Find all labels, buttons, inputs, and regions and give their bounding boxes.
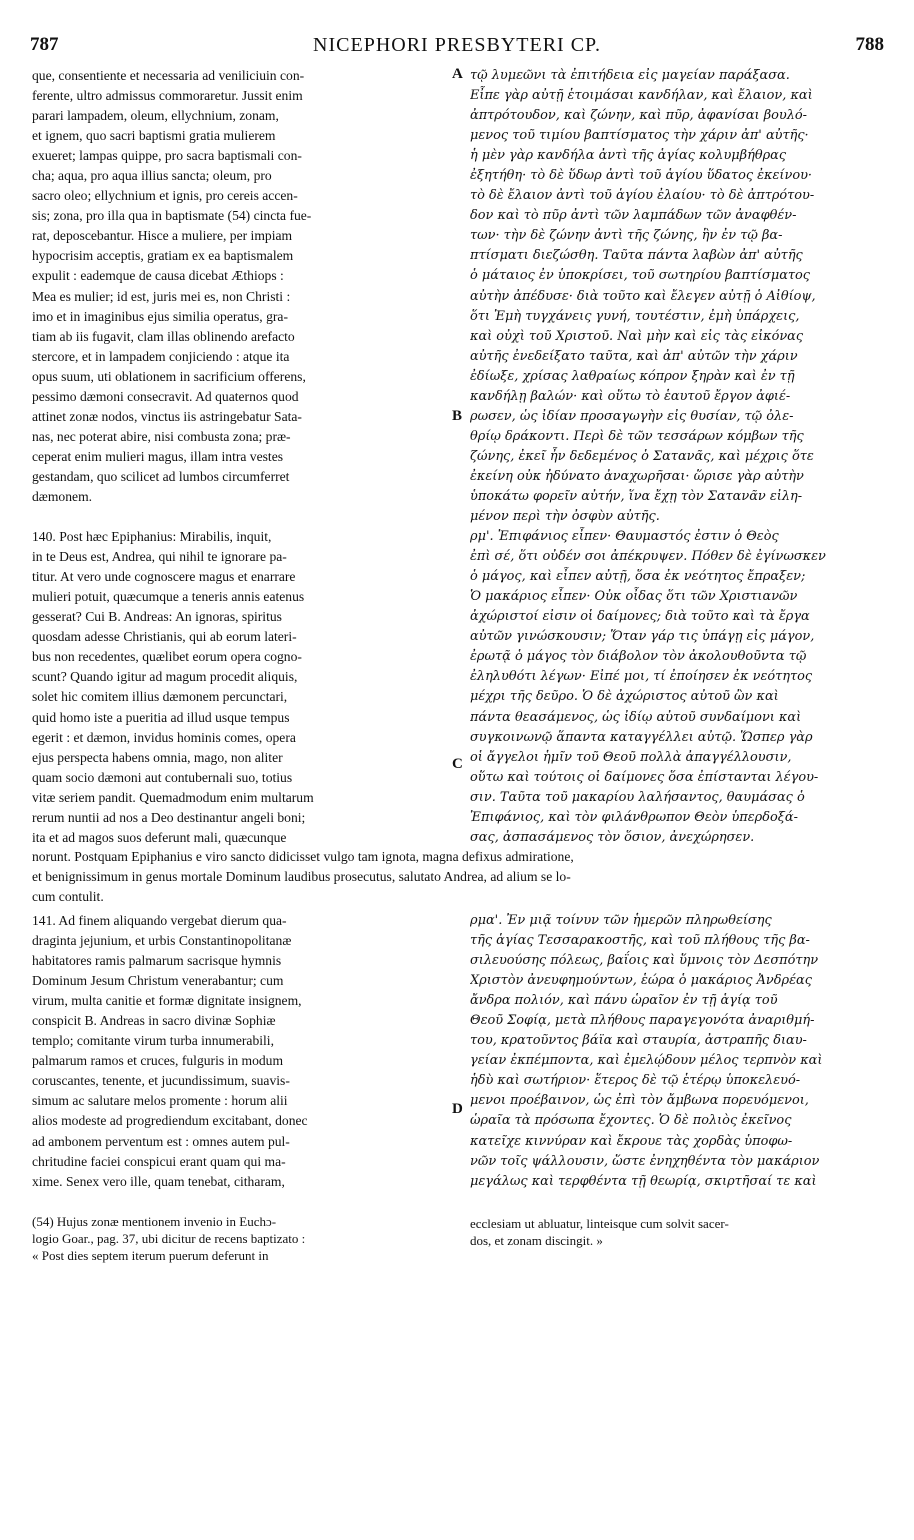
latin-text-line: norunt. Postquam Epiphanius e viro sancto didicisset vulgo tam ignota, magna defixus admiratione, — [32, 849, 574, 864]
latin-text-line: mulieri potuit, quæcumque a teneris annis eatenus — [32, 589, 305, 605]
greek-text-line: των· τὴν δὲ ζώνην ἀντὶ τῆς ζώνης, ἣν ἐν τῷ βα- — [470, 228, 783, 244]
greek-text-line: αὐτὴν ἀπέδυσε· διὰ τοῦτο καὶ ἔλεγεν αὐτῇ ὁ Αἰθίοψ, — [470, 288, 816, 304]
greek-text-line: ἡ μὲν γὰρ κανδήλα ἀντὶ τῆς ἁγίας κολυμβήθρας — [470, 148, 787, 164]
greek-text-line: κατεῖχε κιννύραν καὶ ἔκρουε τὰς χορδὰς ὑποφω- — [470, 1133, 793, 1149]
latin-text-line: cha; aqua, pro aqua illius sancta; oleum, pro — [32, 168, 272, 184]
greek-text-line: ἄνδρα πολιόν, καὶ πάνυ ὡραῖον ἐν τῇ ἁγίᾳ τοῦ — [470, 993, 778, 1009]
latin-text-line: ferente, ultro admissus commoraretur. Jussit enim — [32, 88, 303, 104]
latin-text-line: gestandam, quo scilicet ad lumbos circumferret — [32, 468, 290, 484]
greek-text-line: μέχρι τῆς δεῦρο. Ὁ δὲ ἀχώριστος αὐτοῦ ὢν καὶ — [470, 689, 779, 705]
footnote-line: (54) Hujus zonæ mentionem invenio in Euchɔ- — [32, 1214, 277, 1229]
latin-text-line: Dominum Jesum Christum venerabantur; cum — [32, 973, 284, 989]
greek-text-line: γείαν ἐκπέμποντα, καὶ ἐμελῴδουν μέλος τερπνὸν καὶ — [470, 1053, 823, 1069]
greek-text-line: σιλευούσης πόλεως, βαΐοις καὶ ὕμνοις τὸν Δεσπότην — [470, 953, 819, 969]
latin-text-line: coruscantes, tenente, et jucundissimum, suavis- — [32, 1073, 290, 1089]
footnote-right — [470, 1215, 882, 1249]
latin-text-line: templo; comitante virum turba innumerabili, — [32, 1033, 274, 1049]
greek-text-line: οὕτω καὶ τούτοις οἱ δαίμονες ὅσα ἐπίστανται λέγου- — [470, 769, 819, 785]
latin-text-line: tiam ab iis fugavit, clam illas oblinendo arefacto — [32, 328, 295, 344]
latin-text-line: habitatores ramis palmarum sacrisque hymnis — [32, 953, 282, 969]
greek-text-line: μενοι προέβαινον, ὡς ἐπὶ τὸν ἄμβωνα πορευόμενοι, — [470, 1093, 809, 1109]
footnote-left — [32, 1213, 450, 1264]
greek-text-line: Ὁ μακάριος εἶπεν· Οὐκ οἶδας ὅτι τῶν Χριστιανῶν — [470, 589, 798, 605]
latin-text-line: que, consentiente et necessaria ad veniliciuin con- — [32, 68, 305, 83]
greek-text-line: ἐξητήθη· τὸ δὲ ὕδωρ ἀντὶ τοῦ ἁγίου ὕδατος ἐκείνου· — [470, 168, 813, 184]
greek-text-line: ἐπὶ σέ, ὅτι οὐδέν σοι ἀπέκρυψεν. Πόθεν δὲ ἐγίνωσκεν — [470, 549, 826, 565]
latin-text-line: quosdam adesse Christianis, qui ab eorum lateri- — [32, 629, 297, 645]
greek-text-line: μένον περὶ τὴν ὀσφὺν αὐτῆς. — [470, 509, 660, 525]
greek-text-line: ἐκείνη οὐκ ἠδύνατο ἀναχωρῆσαι· ὥρισε γὰρ αὐτὴν — [470, 468, 804, 484]
latin-text-line: hypocrisim acceptis, gratiam ex ea baptismalem — [32, 248, 294, 264]
latin-text-line: quid homo iste a pueritia ad illud usque tempus — [32, 709, 290, 725]
latin-text-line: expulit : eademque de causa dicebat Æthiops : — [32, 268, 284, 284]
greek-text-line: ἀχώριστοί εἰσιν οἱ δαίμονες; διὰ τοῦτο καὶ τὰ ἔργα — [470, 609, 810, 625]
greek-text-line: κανδήλῃ βαλών· καὶ οὕτω τὸ ἑαυτοῦ ἔργον ἀφιέ- — [470, 388, 791, 404]
latin-column-bottom — [32, 911, 450, 1192]
greek-text-line: τῷ λυμεῶνι τὰ ἐπιτήδεια εἰς μαγείαν παράξασα. — [470, 68, 790, 83]
greek-text-line: μενος τοῦ τιμίου βαπτίσματος τὴν χάριν ἀπ' αὐτῆς· — [470, 128, 809, 144]
greek-text-line: ἐληλυθότι λέγων· Εἰπέ μοι, τί ἐποίησεν ἐκ νεότητος — [470, 669, 813, 685]
latin-text-line: stercore, et in lampadem conjiciendo : atque ita — [32, 348, 290, 364]
greek-text-line: αὐτῶν γινώσκουσιν; Ὅταν γάρ τις ὑπάγῃ εἰς μάγον, — [470, 629, 815, 645]
section-marker-d: D — [452, 1101, 463, 1117]
greek-text-line: ὁ μάγος, καὶ εἶπεν αὐτῇ, ὅσα ἐκ νεότητος ἔπραξεν; — [470, 569, 806, 585]
greek-text-line: πάντα θεασάμενος, ὡς ἰδίῳ αὐτοῦ συνδαίμονι καὶ — [470, 709, 802, 725]
latin-text-line: solet hic comitem illius dæmonem percunctari, — [32, 689, 288, 705]
latin-text-line: 141. Ad finem aliquando vergebat dierum qua- — [32, 913, 287, 928]
latin-text-line: parari lampadem, oleum, ellychnium, zonam, — [32, 108, 279, 124]
latin-text-line: Mea es mulier; id est, juris mei es, non Christi : — [32, 288, 291, 304]
greek-text-line: συγκοινωνῷ ἅπαντα καταγγέλλει αὐτῷ. Ὥσπερ γὰρ — [470, 729, 813, 745]
page-number-left: 787 — [30, 34, 59, 55]
latin-text-line: in te Deus est, Andrea, qui nihil te ignorare pa- — [32, 549, 287, 565]
greek-text-line: ἡδὺ καὶ σωτήριον· ἕτερος δὲ τῷ ἑτέρῳ ὑποκελευό- — [470, 1073, 801, 1089]
latin-text-line: pessimo dæmoni consecravit. Ad quaternos quod — [32, 388, 299, 404]
latin-text-line: bus non recedentes, quælibet eorum opera cogno- — [32, 649, 302, 665]
latin-text-line: 140. Post hæc Epiphanius: Mirabilis, inquit, — [32, 529, 272, 545]
latin-text-line: conspicit B. Andreas in sacro divinæ Sophiæ — [32, 1013, 276, 1029]
section-marker-b: B — [452, 408, 463, 424]
greek-text-line: καὶ οὐχὶ τοῦ Χριστοῦ. Ναὶ μὴν καὶ εἰς τὰς εἰκόνας — [470, 328, 804, 344]
latin-text-line: alios modeste ad progrediendum excitabant, donec — [32, 1113, 308, 1129]
page-number-right: 788 — [855, 34, 884, 55]
latin-text-line: sis; zona, pro illa qua in baptismate (54) cincta fue- — [32, 208, 312, 224]
greek-text-line: τὸ δὲ ἔλαιον ἀντὶ τοῦ ἁγίου ἐλαίου· τὸ δὲ ἀπτρότου- — [470, 188, 815, 204]
latin-text-line: dæmonem. — [32, 488, 93, 504]
running-title: NICEPHORI PRESBYTERI CP. — [313, 34, 601, 56]
greek-text-line: τῆς ἁγίας Τεσσαρακοστῆς, καὶ τοῦ πλήθους τῆς βα- — [470, 933, 810, 949]
greek-text-line: ρμα'. Ἐν μιᾷ τοίνυν τῶν ἡμερῶν πληρωθείσης — [470, 913, 772, 928]
latin-text-line: et ignem, quo sacri baptismi gratia mulierem — [32, 128, 276, 144]
latin-text-line: cum contulit. — [32, 889, 104, 905]
greek-text-line: Χριστὸν ἀνευφημούντων, ἑώρα ὁ μακάριος Ἀνδρέας — [470, 973, 812, 989]
greek-text-line: του, κρατοῦντος βάϊα καὶ σταυρία, ἀστραπῆς διαυ- — [470, 1033, 807, 1049]
latin-text-line: attinet zonæ nodos, vinctus iis astringebatur Sata- — [32, 408, 302, 424]
latin-text-line: virum, multa canitie et formæ dignitate insignem, — [32, 993, 302, 1009]
latin-text-line: imo et in imaginibus ejus similia operatus, gra- — [32, 308, 288, 324]
footnote-line: « Post dies septem iterum puerum deferunt in — [32, 1248, 269, 1263]
greek-text-line: ρωσεν, ὡς ἰδίαν προσαγωγὴν εἰς θυσίαν, τῷ ὀλε- — [470, 408, 794, 424]
greek-text-line: ἐρωτᾷ ὁ μάγος τὸν διάβολον τὸν ἀκολουθοῦντα τῷ — [470, 649, 807, 665]
footnote-line: dos, et zonam discingit. » — [470, 1233, 603, 1248]
greek-text-line: μεγάλως καὶ τερφθέντα τῇ θεωρίᾳ, σκιρτῆσαί τε καὶ — [470, 1173, 817, 1189]
latin-text-line: opus suum, uti oblationem in sacrificium offerens, — [32, 368, 306, 384]
greek-text-line: ἐδίωξε, χρίσας λαθραίως κόπρον ξηρὰν καὶ ἐν τῇ — [470, 368, 795, 384]
latin-fullwidth-paragraph — [32, 847, 880, 907]
latin-text-line: draginta jejunium, et urbis Constantinopolitanæ — [32, 933, 292, 949]
latin-text-line: et benignissimum in genus mortale Dominum laudibus prosecutus, salutato Andrea, ad alium se lo- — [32, 869, 571, 885]
latin-text-line: quam socio dæmoni aut contubernali suo, totius — [32, 769, 293, 785]
latin-text-line: chritudine faciei conspicui erant quam qui ma- — [32, 1153, 286, 1169]
latin-text-line: egerit : et dæmon, invidus hominis comes, opera — [32, 729, 296, 745]
greek-text-line: ὅτι Ἐμὴ τυγχάνεις γυνή, τουτέστιν, ἐμὴ ὑπάρχεις, — [470, 308, 800, 324]
latin-text-line: ceperat enim mulieri magus, illam intra vestes — [32, 448, 284, 464]
greek-text-line: ὑποκάτω φορεῖν αὐτήν, ἵνα ἔχῃ τὸν Σατανᾶν εἰλη- — [470, 488, 803, 504]
latin-text-line: xime. Senex vero ille, quam tenebat, citharam, — [32, 1173, 285, 1189]
greek-text-line: Θεοῦ Σοφίᾳ, μετὰ πλήθους παραγεγονότα ἀναριθμή- — [470, 1013, 815, 1029]
section-marker-a: A — [452, 66, 463, 82]
greek-text-line: σας, ἀσπασάμενος τὸν ὅσιον, ἀνεχώρησεν. — [470, 829, 755, 845]
greek-text-line: δον καὶ τὸ πῦρ ἀντὶ τῶν λαμπάδων τῶν ἀναφθέν- — [470, 208, 797, 224]
greek-text-line: οἱ ἄγγελοι ἡμῖν τοῦ Θεοῦ πολλὰ ἀπαγγέλλουσιν, — [470, 749, 792, 765]
greek-text-line: αὐτῆς ἐνεδείξατο ταῦτα, καὶ ἀπ' αὐτῶν τὴν χάριν — [470, 348, 798, 364]
latin-text-line: vitæ seriem pandit. Quemadmodum enim multarum — [32, 789, 314, 805]
greek-text-line: σιν. Ταῦτα τοῦ μακαρίου λαλήσαντος, θαυμάσας ὁ — [470, 789, 805, 805]
latin-text-line: ejus perspecta habens omnia, mago, non aliter — [32, 749, 283, 765]
greek-text-line: ὁ μάταιος ἐν ὑποκρίσει, τοῦ σωτηρίου βαπτίσματος — [470, 268, 811, 284]
latin-text-line: scunt? Quando igitur ad magum procedit aliquis, — [32, 669, 298, 685]
greek-column-top — [470, 66, 882, 848]
greek-text-line: ρμ'. Ἐπιφάνιος εἶπεν· Θαυμαστός ἐστιν ὁ Θεὸς — [470, 529, 779, 545]
latin-text-line — [32, 507, 450, 527]
latin-text-line: nas, nec poterat abire, nisi combusta zona; præ- — [32, 428, 291, 444]
latin-text-line: palmarum ramos et cruces, fulguris in modum — [32, 1053, 284, 1069]
greek-text-line: ὡραῖα τὰ πρόσωπα ἔχοντες. Ὁ δὲ πολιὸς ἐκεῖνος — [470, 1113, 792, 1129]
latin-text-line: ad ambonem perventum est : omnes autem pul- — [32, 1133, 290, 1149]
greek-text-line: Ἐπιφάνιος, καὶ τὸν φιλάνθρωπον Θεὸν ὑπερδοξά- — [470, 809, 798, 825]
latin-text-line: rat, deposcebantur. Hisce a muliere, per impiam — [32, 228, 293, 244]
section-marker-c: C — [452, 756, 463, 772]
greek-text-line: ἀπτρότουδον, καὶ ζώνην, καὶ πῦρ, ἀφανίσαι βουλό- — [470, 108, 808, 124]
latin-text-line: ita et ad magos suos deferunt mali, quæcunque — [32, 829, 287, 845]
latin-text-line: rerum nuntii ad nos a Deo destinantur angeli boni; — [32, 809, 306, 825]
footnote-line: logio Goar., pag. 37, ubi dicitur de recens baptizato : — [32, 1231, 306, 1246]
latin-text-line: exueret; lampas quippe, pro sacra baptismali con- — [32, 148, 302, 164]
greek-text-line: θρίῳ δράκοντι. Περὶ δὲ τῶν τεσσάρων κόμβων τῆς — [470, 428, 804, 444]
page-header — [30, 34, 884, 60]
greek-text-line: ζώνης, ἐκεῖ ἦν δεδεμένος ὁ Σατανᾶς, καὶ μέχρις ὅτε — [470, 448, 814, 464]
latin-text-line: sacro oleo; ellychnium et ignis, pro cereis accen- — [32, 188, 298, 204]
latin-text-line: gesserat? Cui B. Andreas: An ignoras, spiritus — [32, 609, 282, 625]
latin-text-line: simum ac salutare melos promente : horum alii — [32, 1093, 288, 1109]
greek-text-line: νῶν τοῖς ψάλλουσιν, ὥστε ἐνηχηθέντα τὸν μακάριον — [470, 1153, 820, 1169]
greek-text-line: πτίσματι διεζώσθη. Ταῦτα πάντα λαβὼν ἀπ' αὐτῆς — [470, 248, 803, 264]
latin-text-line: titur. At vero unde cognoscere magus et enarrare — [32, 569, 296, 585]
greek-column-bottom — [470, 911, 882, 1192]
latin-column-top — [32, 66, 450, 848]
footnote-line: ecclesiam ut abluatur, linteisque cum solvit sacer- — [470, 1216, 729, 1231]
greek-text-line: Εἶπε γὰρ αὐτῇ ἑτοιμάσαι κανδήλαν, καὶ ἔλαιον, καὶ — [470, 88, 813, 104]
